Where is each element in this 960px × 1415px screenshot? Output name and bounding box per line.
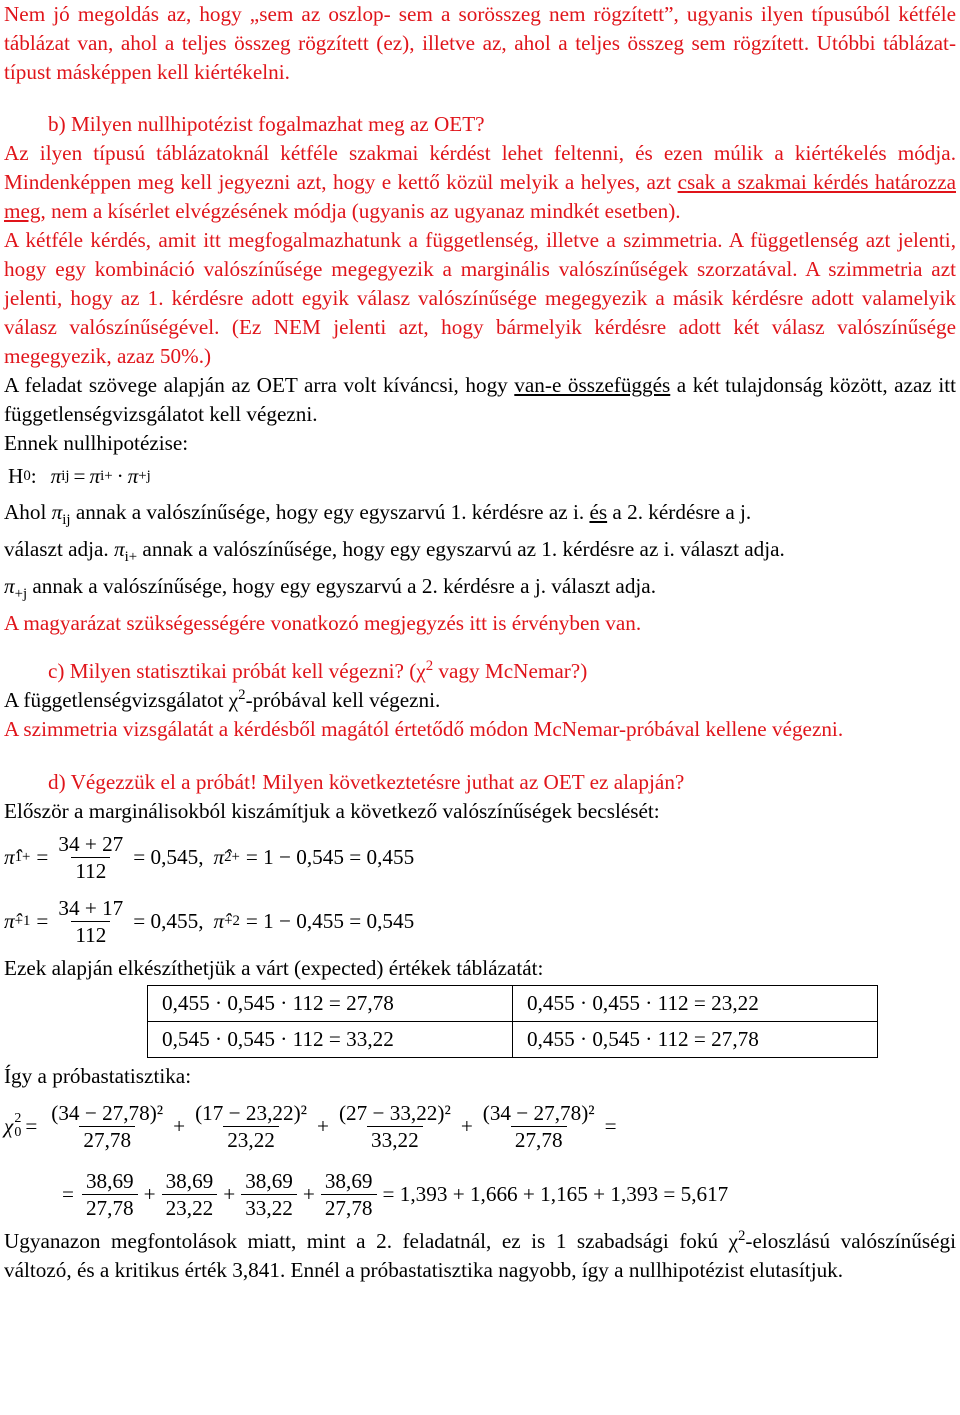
pi-symbol: π bbox=[51, 500, 63, 524]
b-paragraph bbox=[4, 139, 956, 226]
table-cell: 0,455 · 0,455 · 112 = 23,22 bbox=[513, 986, 878, 1022]
fraction-denominator: 27,78 bbox=[79, 1126, 135, 1153]
chi-square-result: = 1,393 + 1,666 + 1,165 + 1,393 = 5,617 bbox=[382, 1181, 729, 1206]
conclusion-b: -eloszlású valószínűségi változó, és a kritikus érték 3,841. Ennél a próbastatisztika nagyobb, így a nullhipotézist elutasítjuk. bbox=[4, 1229, 956, 1282]
equals-sign: = bbox=[36, 908, 49, 933]
h0-symbol: H bbox=[8, 463, 24, 488]
table-cell: 0,545 · 0,545 · 112 = 33,22 bbox=[148, 1022, 513, 1058]
complement-expression: = 1 − 0,545 = 0,455 bbox=[245, 844, 415, 869]
expected-table-intro: Ezek alapján elkészíthetjük a várt (expected) értékek táblázatát: bbox=[4, 956, 544, 980]
b-note: A magyarázat szükségességére vonatkozó megjegyzés itt is érvényben van. bbox=[4, 611, 642, 635]
pi-symbol: π bbox=[114, 537, 125, 561]
fraction bbox=[54, 831, 127, 884]
fraction-numerator: (34 − 27,78)² bbox=[482, 1100, 595, 1125]
pi-hat-symbol: π̂ bbox=[213, 844, 225, 869]
fraction bbox=[54, 895, 127, 948]
fraction-denominator: 27,78 bbox=[82, 1194, 138, 1221]
complement-expression: = 1 − 0,455 = 0,545 bbox=[245, 908, 415, 933]
pi-i-line bbox=[4, 531, 956, 568]
fraction bbox=[191, 1100, 311, 1153]
test-statistic-label: Így a próbastatisztika: bbox=[4, 1064, 192, 1088]
table-row bbox=[148, 1022, 878, 1058]
formula-pi-1plus: π̂ 1+ = $\frac{34 + 27}{112}$ = 0,545, π̂ 2+ = 1 − 0,545 = 0,455 bbox=[4, 831, 415, 883]
fraction bbox=[241, 1168, 297, 1221]
fraction-numerator: 38,69 bbox=[165, 1168, 214, 1193]
null-hypothesis-label: Ennek nullhipotézise: bbox=[4, 431, 189, 455]
ahol-text-c: a 2. kérdésre a j. bbox=[607, 500, 752, 524]
line3-text-b: annak a valószínűsége, hogy egy egyszarvú a 2. kérdésre a j. választ adja. bbox=[27, 574, 657, 598]
fraction-denominator: 33,22 bbox=[367, 1126, 423, 1153]
table-cell: 0,455 · 0,545 · 112 = 27,78 bbox=[513, 1022, 878, 1058]
fraction-denominator: 27,78 bbox=[511, 1126, 567, 1153]
b-text-2b: , nem a kísérlet elvégzésének módja (ugyanis az ugyanaz mindkét esetben). bbox=[40, 199, 681, 223]
chi-indices bbox=[14, 1112, 21, 1140]
pi-subscript: i+ bbox=[124, 549, 138, 566]
chi-square-formula-line1: χ 2 0 = $\frac{\text{(34 − 27,78)²}}{27,78}$ + $\frac{\text{(17 − 23,22)²}}{23,22}$ + $\frac{\text{(27 − 33,22)²}}{33,22}$ + $\frac{\text{(34 − 27,78)²}}{27,78}$ = bbox=[4, 1100, 617, 1152]
line2-text-b: annak a valószínűsége, hogy egy egyszarvú az 1. kérdésre az i. választ adja. bbox=[137, 537, 785, 561]
pi-symbol: π bbox=[127, 463, 139, 488]
chi-square-sup: 2 bbox=[238, 686, 246, 703]
formula-pi-plus1: π̂ +1 = $\frac{34 + 17}{112}$ = 0,455, π̂ +2 = 1 − 0,455 = 0,545 bbox=[4, 895, 415, 947]
table-cell: 0,455 · 0,545 · 112 = 27,78 bbox=[148, 986, 513, 1022]
fraction-numerator: (17 − 23,22)² bbox=[195, 1100, 307, 1125]
ahol-text-a: Ahol bbox=[4, 500, 52, 524]
question-c-a: c) Milyen statisztikai próbát kell végezni? (χ bbox=[48, 659, 426, 683]
chi-superscript: 2 bbox=[14, 1111, 22, 1126]
c-answer-b: -próbával kell végezni. bbox=[245, 688, 441, 712]
pi-symbol: π bbox=[50, 463, 62, 488]
b-task-b: a két tulajdonság között, azaz itt függetlenségvizsgálatot kell végezni. bbox=[4, 373, 956, 426]
b-task-a: A feladat szövege alapján az OET arra volt kíváncsi, hogy bbox=[4, 373, 515, 397]
fraction bbox=[321, 1168, 377, 1221]
fraction-numerator: 38,69 bbox=[85, 1168, 134, 1193]
line2-text-a: választ adja. bbox=[4, 537, 115, 561]
pi-symbol: π bbox=[4, 574, 15, 598]
ahol-line bbox=[4, 494, 956, 531]
chi-square-formula-line2: = $\frac{38,69}{27,78}$ + $\frac{38,69}{23,22}$ + $\frac{38,69}{33,22}$ + $\frac{38,69}{27,78}$ = 1,393 + 1,666 + 1,165 + 1,393 = 5,617 bbox=[62, 1168, 729, 1220]
fraction-denominator: 23,22 bbox=[162, 1194, 218, 1221]
pi-j-line bbox=[4, 568, 956, 605]
conclusion-paragraph bbox=[4, 1227, 956, 1285]
question-c-b: vagy McNemar?) bbox=[433, 659, 588, 683]
equals-sign: = bbox=[36, 844, 49, 869]
fraction bbox=[479, 1100, 599, 1153]
pi-hat-symbol: π̂ bbox=[4, 908, 15, 933]
pi-hat-symbol: π̂ bbox=[213, 908, 225, 933]
table-row bbox=[148, 986, 878, 1022]
question-d: d) Végezzük el a próbát! Milyen következtetésre juthat az OET ez alapján? bbox=[48, 770, 685, 794]
question-b: b) Milyen nullhipotézist fogalmazhat meg az OET? bbox=[48, 112, 485, 136]
b-task-underlined: van-e összefüggés bbox=[514, 373, 671, 397]
ahol-text-b: annak a valószínűsége, hogy egy egyszarvú 1. kérdésre az i. bbox=[70, 500, 590, 524]
fraction-denominator: 27,78 bbox=[321, 1194, 377, 1221]
c-answer bbox=[4, 686, 956, 715]
d-intro: Először a marginálisokból kiszámítjuk a következő valószínűségek becslését: bbox=[4, 799, 660, 823]
fraction-numerator: (27 − 33,22)² bbox=[338, 1100, 451, 1125]
fraction bbox=[335, 1100, 455, 1153]
fraction-numerator: (34 − 27,78)² bbox=[51, 1100, 164, 1125]
pi-symbol: π bbox=[89, 463, 101, 488]
chi-symbol: χ bbox=[4, 1113, 14, 1138]
c-answer-a: A függetlenségvizsgálatot χ bbox=[4, 688, 239, 712]
question-c bbox=[4, 657, 956, 686]
fraction-denominator: 23,22 bbox=[223, 1126, 279, 1153]
b-text-2a: Mindenképpen meg kell jegyezni azt, hogy e kettő közül melyik a helyes, azt bbox=[4, 170, 678, 194]
conclusion-a: Ugyanazon megfontolások miatt, mint a 2. feladatnál, ez is 1 szabadsági fokú χ bbox=[4, 1229, 738, 1253]
fraction bbox=[47, 1100, 167, 1153]
fraction-numerator: 38,69 bbox=[245, 1168, 293, 1193]
fraction-numerator: 38,69 bbox=[324, 1168, 373, 1193]
pi-subscript: +j bbox=[14, 586, 28, 603]
fraction-numerator: 34 + 27 bbox=[58, 831, 124, 856]
expected-values-table bbox=[147, 985, 878, 1058]
equals-sign: = bbox=[73, 463, 86, 488]
dot-operator: · bbox=[116, 463, 124, 488]
h0-formula: H 0 : π ij = π i+ · π +j bbox=[4, 458, 956, 494]
chi-square-sup: 2 bbox=[738, 1227, 746, 1244]
fraction-denominator: 112 bbox=[71, 921, 110, 948]
chi-square-sup: 2 bbox=[425, 657, 434, 674]
pi-subscript: ij bbox=[62, 512, 71, 529]
b-text-1: Az ilyen típusú táblázatoknál kétféle szakmai kérdést lehet feltenni, és ezen múlik a kiértékelés módja. bbox=[4, 141, 956, 165]
chi-subscript: 0 bbox=[14, 1125, 22, 1140]
fraction-denominator: 112 bbox=[71, 857, 110, 884]
c-red-note: A szimmetria vizsgálatát a kérdésből magától értetődő módon McNemar-próbával kellene végezni. bbox=[4, 717, 844, 741]
pi-hat-symbol: π̂ bbox=[4, 844, 15, 869]
h0-colon: : bbox=[30, 463, 37, 488]
ahol-underlined: és bbox=[589, 500, 608, 524]
b-explanation: A kétféle kérdés, amit itt megfogalmazhatunk a függetlenség, illetve a szimmetria. A függetlenség azt jelenti, hogy egy kombináció valószínűsége megegyezik a marginális valószínűségek szorzatával. A szimmetria azt jelenti, hogy az 1. kérdésre adott egyik válasz valószínűsége megegyezik a másik kérdésre adott valamelyik válasz valószínűségével. (Ez NEM jelenti azt, hogy bármelyik kérdésre adott két válasz valószínűsége megegyezik, azaz 50%.) bbox=[4, 228, 956, 368]
fraction bbox=[162, 1168, 218, 1221]
fraction bbox=[82, 1168, 138, 1221]
b-underlined-phrase: csak a szakmai kérdés határozza meg bbox=[4, 170, 956, 223]
result-value: = 0,545, bbox=[133, 844, 204, 869]
fraction-numerator: 34 + 17 bbox=[58, 895, 124, 920]
fraction-denominator: 33,22 bbox=[241, 1194, 297, 1221]
b-task-paragraph bbox=[4, 371, 956, 429]
intro-paragraph: Nem jó megoldás az, hogy „sem az oszlop- sem a sorösszeg nem rögzített”, ugyanis ilyen típusúból kétféle táblázat van, ahol a teljes összeg rögzített (ez), illetve az, ahol a teljes összeg sem rögzített. Utóbbi táblázat-típust másképpen kell kiértékelni. bbox=[4, 2, 956, 84]
result-value: = 0,455, bbox=[133, 908, 204, 933]
